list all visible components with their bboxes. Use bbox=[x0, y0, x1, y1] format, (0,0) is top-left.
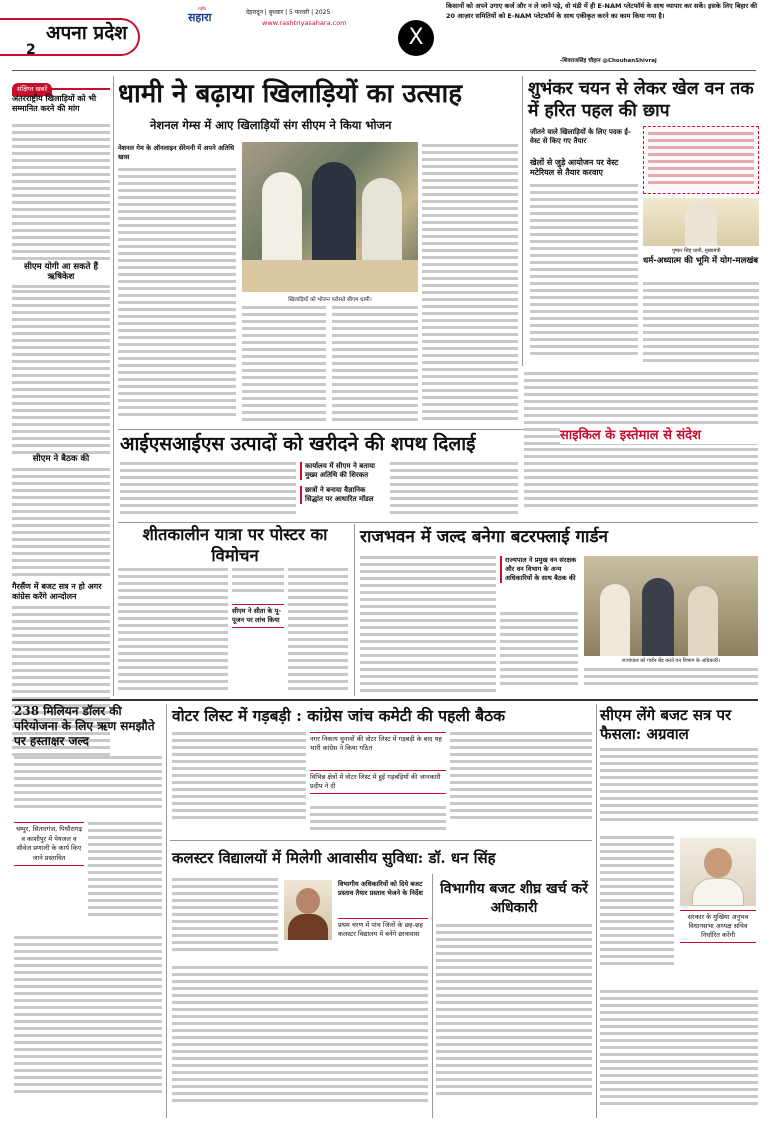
budget-col-3 bbox=[600, 990, 758, 1118]
iits-pullquote-2: छात्रों ने बनाया वैज्ञानिक सिद्धांत पर आधारित मॉडल bbox=[300, 486, 384, 504]
budget-pullquote: सरकार के मुखिया अनुभव विधानसभा अध्यक्ष सचिव निर्धारित करेंगी bbox=[680, 910, 756, 943]
cycle-headline: साइकिल के इस्तेमाल से संदेश bbox=[560, 428, 758, 444]
page-number: 2 bbox=[26, 42, 36, 58]
photo-official-1 bbox=[600, 584, 630, 656]
cluster-pullquote-2: प्रथम चरण में पांच जिलों के छह-छह कलस्टर विद्यालय में बनेंगे छात्रावास bbox=[338, 918, 428, 939]
dhami-col-2 bbox=[242, 306, 326, 426]
photo-official-2 bbox=[642, 578, 674, 656]
iits-pullquote: कार्यालय में सीएम ने बताया मुख्य अतिथि की शिरकत bbox=[300, 462, 384, 480]
voter-col-2 bbox=[310, 806, 446, 836]
rajbhavan-col-3 bbox=[584, 668, 758, 696]
cluster-portrait bbox=[284, 880, 332, 940]
loan-col-2 bbox=[88, 822, 162, 932]
vibhagiya-headline: विभागीय बजट शीघ्र खर्च करें अधिकारी bbox=[440, 881, 588, 916]
brand-logo: सहारा bbox=[188, 11, 212, 24]
shubhankar-callout-2: खेलों से जुड़े आयोजन पर वेस्ट मटेरियल से तैयार करवाए bbox=[530, 158, 619, 177]
iits-col-1 bbox=[120, 462, 296, 518]
shubhankar-photo-caption: पुष्कर सिंह धामी, मुख्यमंत्री bbox=[672, 248, 721, 254]
shitkalin-headline: शीतकालीन यात्रा पर पोस्टर का विमोचन bbox=[142, 525, 328, 565]
budget-col-2 bbox=[600, 836, 674, 986]
website[interactable]: www.rashtriyasahara.com bbox=[262, 19, 347, 27]
sidebar bbox=[12, 76, 110, 696]
portrait-head bbox=[704, 848, 732, 878]
rajbhavan-pullquote: राज्यपाल ने प्रमुख वन संरक्षक और वन विभाग के अन्य अधिकारियों के साथ बैठक की bbox=[500, 556, 578, 583]
shitkalin-pullquote: सीएम ने सीता के पू-पूजन पर लांच किया bbox=[232, 604, 284, 628]
dhami-col-1 bbox=[118, 168, 236, 426]
cluster-rule bbox=[170, 840, 592, 841]
voter-headline: वोटर लिस्ट में गड़बड़ी : कांग्रेस जांच कमेटी की पहली बैठक bbox=[172, 706, 506, 725]
dhami-headline: धामी ने बढ़ाया खिलाड़ियों का उत्साह bbox=[118, 79, 463, 109]
rajbhavan-photo-caption: राज्यपाल को गार्डन बेंड करते वन विभाग के अधिकारी। bbox=[622, 658, 720, 664]
portrait-body bbox=[692, 878, 744, 906]
sidebar-headline-2: सीएम योगी आ सकते हैं ऋषिकेश bbox=[12, 262, 110, 282]
brand-prefix: राष्ट्रीय bbox=[198, 6, 207, 11]
shubhankar-subhead: धर्म-अध्यात्म की भूमि में योग-मलखंब bbox=[643, 256, 759, 266]
tweet-text: किसानों को अपने उगाए कर्ज और न ले जाने पड़े, वो मंडी में ही E-NAM प्लेटफॉर्म के साथ व्यापार कर सकें। इसके लिए बिहार की 20 आज़ार समितियों को E-NAM प्लेटफॉर्म के साथ एकीकृत करने का काम किया गया है। bbox=[446, 2, 758, 20]
header-rule bbox=[12, 70, 756, 71]
sidebar-label-tab bbox=[12, 76, 110, 93]
cluster-col-2 bbox=[172, 966, 428, 1118]
cluster-portrait-head bbox=[296, 888, 320, 914]
bottom-section-rule bbox=[12, 699, 758, 701]
budget-rule bbox=[596, 704, 597, 1118]
shubhankar-headline: शुभंकर चयन से लेकर खेल वन तक में हरित पहल की छाप bbox=[528, 79, 754, 121]
sidebar-headline-1: अंतरराष्ट्रीय खिलाड़ियों को भी सम्मानित करने की मांग bbox=[12, 94, 97, 113]
budget-col-1 bbox=[600, 748, 758, 832]
section-title: अपना प्रदेश bbox=[46, 22, 128, 44]
rajbhavan-rule bbox=[354, 524, 355, 696]
iits-headline: आईएसआईएस उत्पादों को खरीदने की शपथ दिलाई bbox=[120, 433, 476, 455]
shubhankar-col-2 bbox=[643, 282, 759, 368]
voter-col-1 bbox=[172, 732, 306, 836]
tweet-handle: -शिवराजसिंह चौहान @ChouhanShivraj bbox=[560, 58, 657, 64]
budget-portrait bbox=[680, 838, 756, 906]
photo-table bbox=[242, 260, 418, 292]
shitkalin-col-1 bbox=[118, 568, 228, 696]
vibhagiya-rule bbox=[432, 874, 433, 1118]
dhami-byline: नेशनल गेम के ऑनलाइन सेरेमनी में अपने अतिथि खास bbox=[118, 144, 235, 161]
voter-col-3 bbox=[450, 732, 592, 836]
cluster-portrait-body bbox=[288, 914, 328, 940]
shubhankar-callout: जीतने वाले खिलाड़ियों के लिए पदक ई-वेस्ट से किए गए तैयार bbox=[530, 128, 631, 145]
rajbhavan-col-1 bbox=[360, 556, 496, 696]
voter-pullquote: नगर निकाय चुनावों की वोटर लिस्ट में गड़बड़ी के बाद यह भारी कांग्रेस ने किया गठित bbox=[310, 732, 446, 753]
dhami-subhead: नेशनल गेम्स में आए खिलाड़ियों संग सीएम ने किया भोजन bbox=[150, 118, 392, 132]
loan-rule bbox=[166, 704, 167, 1118]
shubhankar-photo bbox=[643, 198, 759, 246]
rajbhavan-photo bbox=[584, 556, 758, 656]
dhami-photo bbox=[242, 142, 418, 292]
budget-headline: सीएम लेंगे बजट सत्र पर फैसला: अग्रवाल bbox=[600, 706, 732, 743]
cluster-pullquote: विभागीय अधिकारियों को दिये बजट प्रस्ताव तैयार प्रस्ताव भेजने के निर्देश bbox=[338, 880, 423, 897]
cycle-text bbox=[524, 448, 758, 516]
header bbox=[0, 0, 768, 72]
cluster-col-1 bbox=[172, 878, 278, 962]
loan-headline: 238 मिलियन डॉलर की परियोजना के लिए ऋण समझौते पर हस्ताक्षर जल्द bbox=[14, 704, 155, 748]
dhami-col-3 bbox=[332, 306, 418, 426]
photo-dhami-portrait bbox=[685, 202, 717, 246]
dhami-col-4 bbox=[422, 144, 518, 426]
photo-official-3 bbox=[688, 586, 718, 656]
sidebar-headline-3: सीएम ने बैठक की bbox=[12, 454, 110, 464]
rajbhavan-headline: राजभवन में जल्द बनेगा बटरफ्लाई गार्डन bbox=[360, 527, 608, 547]
vibhagiya-col-1 bbox=[436, 924, 592, 1118]
voter-pullquote-2: विभिन्न क्षेत्रों में वोटर लिस्ट में हुई गड़बड़ियों की जानकारी प्रदीप ने दी bbox=[310, 770, 446, 794]
shitkalin-col-3 bbox=[288, 568, 348, 696]
sidebar-label: संक्षिप्त खबरें bbox=[12, 83, 52, 96]
sidebar-rule bbox=[113, 76, 114, 696]
shubhankar-col-1 bbox=[530, 184, 638, 364]
shitkalin-rule bbox=[118, 522, 758, 523]
iits-col-2 bbox=[390, 462, 518, 518]
right-column-rule bbox=[522, 76, 523, 366]
sidebar-headline-4: गैरसैंण में बजट सत्र न हो अगर कांग्रेस करेंगे आन्दोलन bbox=[12, 582, 110, 602]
cluster-headline: कलस्टर विद्यालयों में मिलेगी आवासीय सुविधा: डॉ. धन सिंह bbox=[172, 849, 496, 867]
sidebar-text-2 bbox=[12, 290, 110, 470]
x-logo-icon[interactable]: X bbox=[398, 20, 434, 56]
shitkalin-col-2 bbox=[232, 568, 284, 600]
sidebar-text-3 bbox=[12, 468, 110, 582]
loan-col-1 bbox=[14, 756, 162, 820]
loan-pullquote: चम्पुर, सितारगंज, पिथौरागढ़ व काशीपुर में पेयजल व सीवेज प्रणाली के कार्य किए जाने प्रस्तावित bbox=[14, 822, 84, 866]
loan-col-3 bbox=[14, 936, 162, 1116]
edition-info: देहरादून | बुधवार | 5 फरवरी | 2025 bbox=[246, 9, 331, 16]
rajbhavan-col-2 bbox=[500, 612, 578, 696]
shubhankar-note-text bbox=[648, 132, 754, 190]
dhami-photo-caption: खिलाड़ियों को भोजन परोसते सीएम धामी। bbox=[288, 297, 372, 303]
